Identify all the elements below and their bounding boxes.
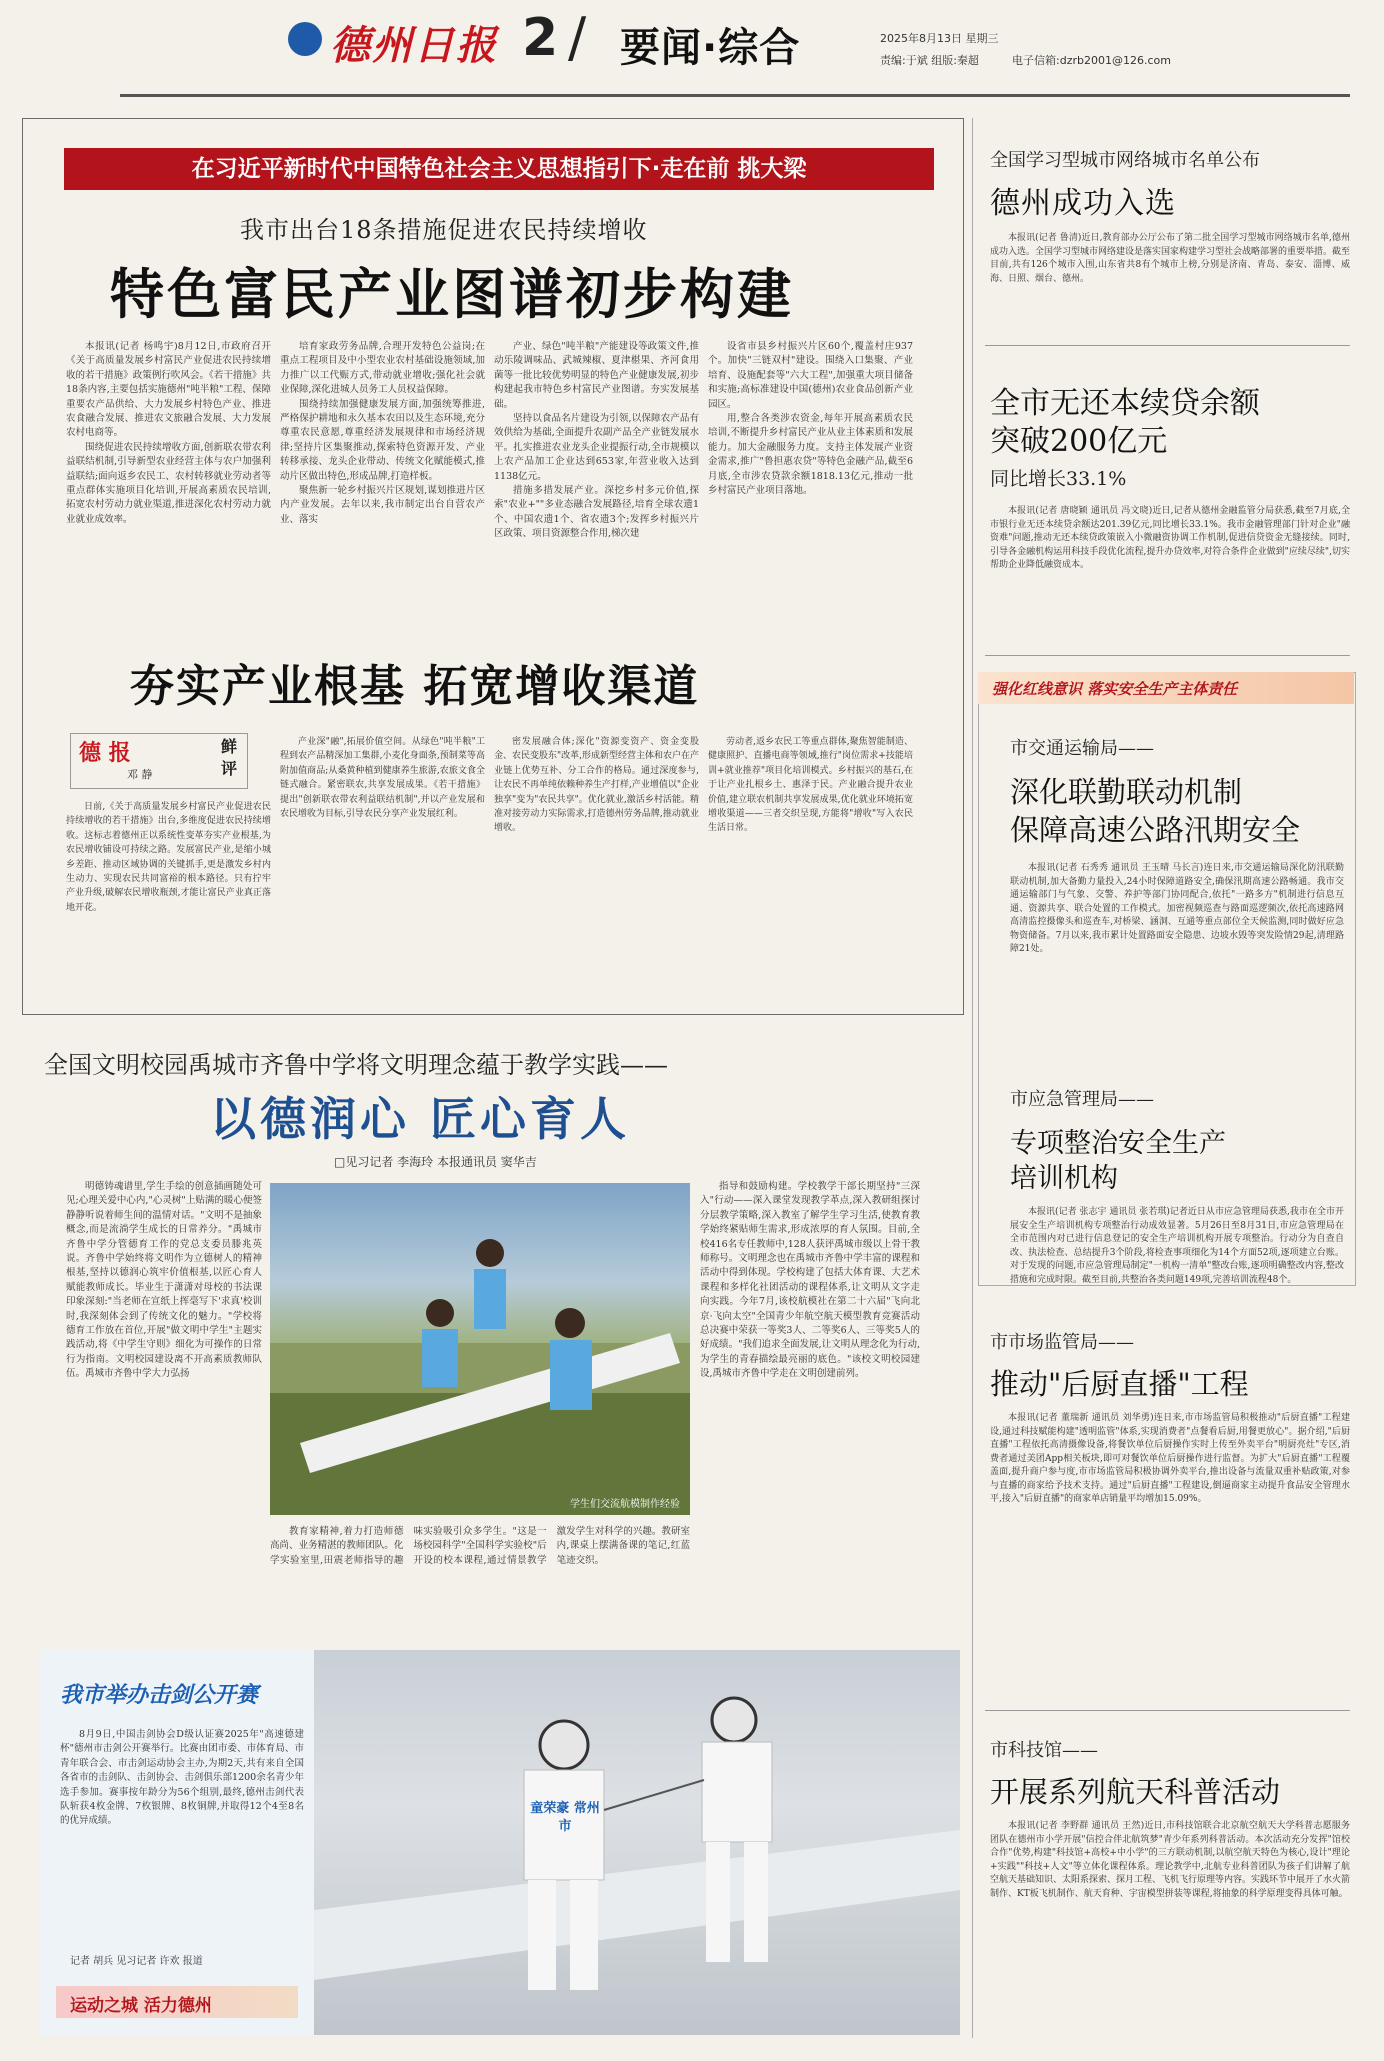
fencing-body-p: 8月9日,中国击剑协会D级认证赛2025年"高速德建杯"德州市击剑公开赛举行。比赛由团市委、市体育局、市青年联合会、市击剑运动协会主办,为期2天,共有来自全国各省市的击剑队、击剑协会、击剑俱乐部1200余名青少年选手参加。赛事按年龄分为56个组别,最终,德州击剑代表队斩获4枚金牌、7枚银牌、8枚铜牌,并取得12个4至8名的优异成绩。 — [60, 1729, 304, 1827]
school-left-text-p: 明德铸魂谱里,学生手绘的创意插画随处可见;心理关爱中心内,"心灵树"上贴满的暖心便签静静听说着师生间的温情对话。"文明不是抽象概念,而是流淌学生成长的日常养分。"禹城市齐鲁中学分管德育工作的党总支委员滕兆英说。齐鲁中学始终将文明作为立德树人的精神根基,坚持以德润心筑牢价值根基,以匠心育人赋能教师成长。毕业生于潇潇对母校的书法课印象深刻:"当老师在宣纸上挥毫写下'求真'校训时,我深刻体会到了传统文化的魅力。"学校将德育工作放在首位,开展"做文明中学生"主题实践活动,将《中学生守则》细化为可操作的日常行为指南。文明校园建设离不开高素质教师队伍。禹城市齐鲁中学大力弘扬 — [66, 1181, 262, 1380]
rule-3 — [985, 1710, 1350, 1711]
rule-2 — [985, 655, 1350, 656]
fencing-box — [40, 1650, 960, 2035]
comment-col-4 — [708, 735, 913, 996]
comment-author: 邓 静 — [127, 768, 153, 781]
school-left-text — [66, 1180, 262, 1630]
tech-body — [990, 1820, 1350, 2035]
students-photo — [270, 1183, 690, 1515]
lead-col-1-p1: 本报讯(记者 杨鸣宇)8月12日,市政府召开《关于高质量发展乡村富民产业促进农民持续增收的若干措施》政策例行吹风会。《若干措施》共18条内容,主要包括实施德州"吨半粮"工程、保障重要农产品供给、大力发展乡村特色产业、推进农食融合发展、推进农文旅融合发展、大力发展农村电商等。 — [66, 341, 271, 439]
fencing-title: 我市举办击剑公开赛 — [60, 1682, 259, 1708]
fencing-footer-banner — [56, 1986, 298, 2018]
loans-body — [990, 505, 1350, 625]
editors: 责编:于斌 组版:秦超 — [880, 54, 979, 67]
fencing-footer-text: 运动之城 活力德州 — [70, 1996, 212, 2016]
masthead — [0, 0, 1384, 80]
page-number: 2 — [522, 8, 559, 68]
school-kicker: 全国文明校园禹城市齐鲁中学将文明理念蕴于教学实践—— — [44, 1051, 668, 1079]
comment-col-2-p: 产业深"融",拓展价值空间。从绿色"吨半粮"工程到农产品精深加工集群,小麦化身面条,预制菜等高附加值商品;从桑黄种植到健康养生旅游,农旅文食全链式融合。紧密联农,共享发展成果。《若干措施》提出"创新联农带农利益联结机制",并以产业发展和农民增收为目标,引导农民分享产业发展红利。 — [280, 737, 485, 820]
transport-headline-2: 保障高速公路汛期安全 — [1010, 813, 1301, 847]
market-body — [990, 1412, 1350, 1707]
loans-subhead: 同比增长33.1% — [990, 468, 1127, 490]
masthead-rule — [120, 94, 1350, 97]
loans-headline-1: 全市无还本续贷余额 — [990, 386, 1260, 421]
school-headline: 以德润心 匠心育人 — [210, 1092, 631, 1146]
lead-col-3-p2: 坚持以食品名片建设为引领,以保障农产品有效供给为基础,全面提升农副产品全产业链发展水平。扎实推进农业龙头企业提振行动,全市规模以上农产品加工企业达到653家,年营业收入达到1138亿元。 — [494, 413, 699, 482]
study-city-kicker: 全国学习型城市网络城市名单公布 — [990, 150, 1260, 171]
lead-col-4-p1: 设省市县乡村振兴片区60个,覆盖村庄937个。加快"三链双村"建设。围绕入口集聚、产业培育、设施配套等"六大工程",加强重大项目储备和实施;高标准建设中国(德州)农业食品创新产业园区。 — [708, 341, 913, 410]
school-byline: □见习记者 李海玲 本报通讯员 窦华吉 — [334, 1155, 537, 1169]
lead-col-3-p3: 措施多措发展产业。深挖乡村多元价值,探索"农业+""多业态融合发展路径,培育全球农遗1个、中国农遗1个、省农遗3个;发挥乡村振兴片区政策、项目资源整合作用,梯次建 — [494, 485, 699, 540]
lead-col-1 — [66, 340, 271, 630]
students-photo-svg — [270, 1183, 690, 1515]
school-bottom-text-p: 教育家精神,着力打造师德高尚、业务精湛的教师团队。化学实验室里,田震老师指导的趣味实验吸引众多学生。"这是一场校园科学"全国科学实验校"后开设的校本课程,通过情景教学激发学生对科学的兴趣。教研室内,课桌上摆满备课的笔记,红蓝笔迹交织。 — [270, 1526, 690, 1566]
lead-col-3 — [494, 340, 699, 630]
market-kicker: 市市场监管局—— — [990, 1332, 1134, 1353]
loans-headline-2: 突破200亿元 — [990, 424, 1168, 459]
fencing-photo — [314, 1650, 960, 2035]
school-right-text — [700, 1180, 920, 1630]
rule-1 — [985, 345, 1350, 346]
lead-col-2-p3: 聚焦新一轮乡村振兴片区规划,谋划推进片区内产业发展。去年以来,我市制定出台自营农产业、落实 — [280, 485, 485, 525]
comment-badge-name: 德 报 — [79, 740, 131, 766]
comment-col-3-p: 密发展融合体;深化"资源变资产、资金变股金、农民变股东"改革,形成新型经营主体和农户在产业链上优势互补、分工合作的格局。通过深度参与,让农民不再单纯依赖种养生产打样,产业增值以"企业独享"变为"农民共享"。优化就业,激活乡村活能。精准对接劳动力实际需求,打造德州劳务品牌,推动就业增收。 — [494, 737, 700, 834]
emergency-kicker: 市应急管理局—— — [1010, 1089, 1154, 1110]
tech-body-p: 本报讯(记者 李野群 通讯员 王然)近日,市科技馆联合北京航空航天大学科普志愿服务团队在德州市小学开展"信控合伴北航筑梦"青少年系列科普活动。本次活动充分发挥"馆校合作"优势,构建"科技馆+高校+中小学"的三方联动机制,以航空航天特色为核心,设计"理论+实践""科技+人文"等立体化课程体系。理论教学中,北航专业科普团队为孩子们讲解了航空航天基础知识、太阳系探索、探月工程、飞机飞行原理等内容。实践环节中展开了水火箭制作、KT板飞机制作、航天育种、宇宙模型拼装等课程,将抽象的科学原理变得具体可触。 — [990, 1821, 1351, 1899]
comment-col-3 — [494, 735, 699, 996]
lead-banner-text: 在习近平新时代中国特色社会主义思想指引下·走在前 挑大梁 — [191, 156, 807, 182]
fencing-photo-svg — [314, 1650, 960, 2035]
date-line: 2025年8月13日 星期三 — [880, 32, 999, 45]
safety-banner-text: 强化红线意识 落实安全生产主体责任 — [992, 680, 1238, 698]
market-headline: 推动"后厨直播"工程 — [990, 1367, 1249, 1401]
lead-col-2-p1: 培育家政劳务品牌,合理开发特色公益岗;在重点工程项目及中小型农业农村基础设施领域,加力推广以工代赈方式,带动就业增收;强化社会就业保障,深化进城人员务工人员权益保障。 — [280, 341, 485, 396]
comment-col-2 — [280, 735, 485, 996]
study-city-headline: 德州成功入选 — [990, 186, 1176, 221]
comment-col-1-p: 日前,《关于高质量发展乡村富民产业促进农民持续增收的若干措施》出台,多维度促进农民持续增收。这标志着德州正以系统性变革夯实产业根基,为农民增收铺设可持续之路。发展富民产业,是缩小城乡差距、推动区域协调的关键抓手,更是激发乡村内生动力、实现农民共同富裕的根本路径。只有拧牢产业升级,破解农民增收瓶颈,才能让富民产业真正落地开花。 — [66, 802, 271, 913]
paper-logo-icon — [288, 22, 322, 56]
comment-col-4-p: 劳动者,返乡农民工等重点群体,聚焦智能制造、健康照护、直播电商等领域,推行"岗位需求+技能培训+就业推荐"项目化培训模式。乡村振兴的基石,在于让产业扎根乡土、惠泽于民。产业融合提升农业价值,建立联农机制共享发展成果,优化就业环境拓宽增收渠道——三者交织呈现,方能将"增收"写入农民生活日常。 — [708, 737, 913, 834]
school-right-text-p: 指导和鼓励构建。学校教学干部长期坚持"三深入"行动——深入课堂发现教学革点,深入教研组探讨分层教学策略,深入教室了解学生学习生活,使教育教学始终紧贴师生需求,形成浓厚的育人氛围。目前,全校416名专任教师中,128人获评禹城市级以上骨干教师称号。文明理念也在禹城市齐鲁中学丰富的课程和活动中得到体现。学校构建了包括大体育课、大艺术课程和多样化社团活动的课程体系,让文明从文字走向实践。今年7月,该校航模社在第二十六届"飞向北京·飞向太空"全国青少年航空航天模型教育竞赛活动总决赛中荣获一等奖3人、二等奖6人、三等奖5人的好成绩。"我们追求全面发展,让文明从理念化为行动,为学生的青春描绘最亮丽的底色。"该校文明校园建设,禹城市齐鲁中学走在文明创建前列。 — [700, 1181, 920, 1380]
safety-banner — [978, 672, 1354, 704]
emergency-headline-2: 培训机构 — [1010, 1163, 1118, 1194]
transport-body-p: 本报讯(记者 石秀秀 通讯员 王玉晴 马长言)连日来,市交通运输局深化防汛联勤联动机制,加大备勤力量投入,24小时保障道路安全,确保汛期高速公路畅通。我市交通运输部门与气象、交警、养护等部门协同配合,依托"一路多方"机制进行信息互通、资源共享、联合处置的工作模式。加密视频巡查与路面巡逻频次,依托高速路网高清监控摄像头和巡查车,对桥梁、涵洞、互通等重点部位全天候监测,同时做好应急物资储备。7月以来,我市累计处置路面安全隐患、边坡水毁等突发险情29起,清理路障21处。 — [1010, 863, 1344, 954]
lead-col-2 — [280, 340, 485, 630]
lead-col-4 — [708, 340, 913, 630]
market-body-p: 本报讯(记者 董瑞新 通讯员 刘华勇)连日来,市市场监管局积极推动"后厨直播"工程建设,通过科技赋能构建"透明监管"体系,实现消费者"点餐看后厨,用餐更放心"。据介绍,"后厨直播"工程依托高清摄像设备,将餐饮单位后厨操作实时上传至外卖平台"明厨亮灶"专区,消费者通过美团App相关板块,即可对餐饮单位后厨操作进行监督。为扩大"后厨直播"工程覆盖面,提升商户参与度,市市场监管局积极协调外卖平台,推出设备与流量双重补贴政策,对参与直播的商家给予技术支持。通过"后厨直播"工程建设,倒逼商家主动提升食品安全管理水平,接入"后厨直播"的商家单店销量平均增加15.09%。 — [990, 1413, 1350, 1504]
fencer-jersey: 童荣豪 常州市 — [530, 1801, 600, 1834]
comment-badge-side: 鲜评 — [221, 737, 238, 778]
comment-badge — [70, 733, 248, 789]
lead-banner — [64, 148, 934, 190]
lead-subtitle: 我市出台18条措施促进农民持续增收 — [240, 216, 648, 244]
lead-col-2-p2: 围绕持续加强健康发展方面,加强统筹推进,严格保护耕地和永久基本农田以及生态环境,充分尊重农民意愿,尊重经济发展规律和市场经济规律;坚持片区集聚推动,探索特色资源开发、产业转移承接、龙头企业带动、传统文化赋能模式,推动片区做出特色,形成品牌,打造样板。 — [280, 398, 485, 482]
transport-body — [1010, 862, 1344, 1022]
lead-col-1-p2: 围绕促进农民持续增收方面,创新联农带农利益联结机制,引导新型农业经营主体与农户加强利益联结;面向返乡农民工、农村转移就业劳动者等重点群体实施项目化培训,开展高素质农民培训,拓宽农村劳动力就业渠道,推进深化农村劳动力就业就业成效率。 — [66, 441, 271, 525]
lead-headline: 特色富民产业图谱初步构建 — [110, 262, 794, 326]
photo-caption: 学生们交流航模制作经验 — [570, 1499, 680, 1510]
paper-name: 德州日报 — [330, 22, 498, 69]
fencing-body — [60, 1728, 304, 1948]
loans-body-p: 本报讯(记者 唐晓颖 通讯员 冯文晓)近日,记者从德州金融监管分局获悉,截至7月底,全市银行业无还本续贷余额达201.39亿元,同比增长33.1%。我市金融管理部门针对企业"融资难"问题,推动无还本续贷政策嵌入小微融资协调工作机制,促进信贷资金无缝接续。同时,引导各金融机构运用科技手段优化流程,提升办贷效率,对符合条件企业做到"应续尽续",切实帮助企业降低融资成本。 — [990, 506, 1350, 570]
transport-kicker: 市交通运输局—— — [1010, 738, 1154, 759]
email: 电子信箱:dzrb2001@126.com — [1012, 54, 1171, 67]
emergency-body — [1010, 1206, 1344, 1285]
emergency-body-p: 本报讯(记者 张志宇 通讯员 张若琪)记者近日从市应急管理局获悉,我市在全市开展安全生产培训机构专项整治行动成效显著。5月26日至8月31日,市应急管理局在全市范围内对已进行信息登记的安全生产培训机构开展专项整治。行动分为自查自改、执法检查、总结提升3个阶段,将检查事项细化为14个方面52项,逐项建立台账。对于发现的问题,市应急管理局制定"一机构一清单"整改台账,逐项明确整改内容,整改措施和完成时限。截至目前,共整治各类问题149项,完善培训流程48个。 — [1010, 1207, 1344, 1285]
school-bottom-text — [270, 1525, 690, 1630]
comment-col-1 — [66, 800, 271, 996]
study-city-body-p: 本报讯(记者 鲁清)近日,教育部办公厅公布了第二批全国学习型城市网络城市名单,德州成功入选。全国学习型城市网络建设是落实国家构建学习型社会战略部署的重要举措。截至目前,共有126个城市入围,山东省共8有个城市上榜,分别是济南、青岛、泰安、淄博、威海、日照、烟台、德州。 — [990, 233, 1351, 284]
tech-headline: 开展系列航天科普活动 — [990, 1775, 1281, 1809]
comment-headline: 夯实产业根基 拓宽增收渠道 — [130, 661, 700, 712]
section-title: 要闻·综合 — [620, 25, 801, 71]
tech-kicker: 市科技馆—— — [990, 1740, 1098, 1761]
right-column-divider — [972, 118, 973, 2038]
page-slash: / — [568, 6, 587, 69]
lead-col-4-p2: 用,整合各类涉农资金,每年开展高素质农民培训,不断提升乡村富民产业从业主体素质和发展能力。加大金融服务力度。支持主体发展产业资金需求,推广"鲁担惠农贷"等特色金融产品,截至6月底,全市涉农贷款余额1818.13亿元,推动一批乡村富民产业项目落地。 — [708, 413, 913, 497]
emergency-headline-1: 专项整治安全生产 — [1010, 1128, 1226, 1159]
study-city-body — [990, 232, 1350, 332]
transport-headline-1: 深化联勤联动机制 — [1010, 775, 1243, 809]
lead-col-3-p1: 产业、绿色"吨半粮"产能建设等政策文件,推动乐陵调味品、武城辣椒、夏津椹果、齐河食用菌等一批比较优势明显的特色产业健康发展,初步构建起我市特色乡村富民产业图谱。夯实发展基础。 — [494, 341, 699, 410]
fencing-credit: 记者 胡兵 见习记者 许欢 报道 — [70, 1956, 203, 1967]
